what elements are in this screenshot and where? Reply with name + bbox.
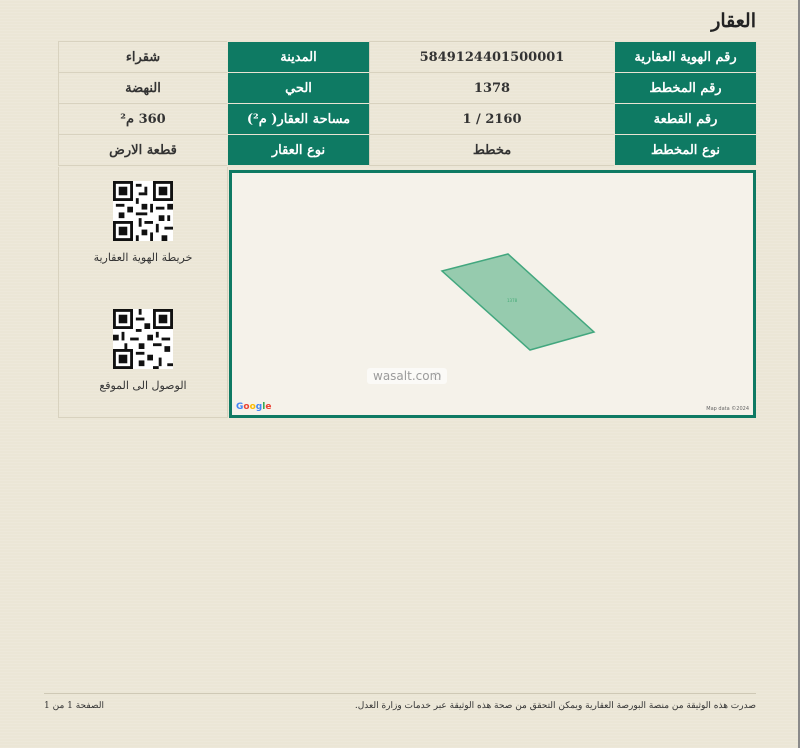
table-row	[59, 42, 757, 73]
value-area: 360 م²	[59, 104, 228, 135]
label-plot-number: رقم القطعة	[615, 104, 757, 135]
table-row	[59, 104, 757, 135]
value-property-type: قطعة الارض	[59, 135, 228, 166]
qr-code-map-icon[interactable]	[113, 181, 173, 241]
qr-code-location-icon[interactable]	[113, 309, 173, 369]
map-canvas	[232, 173, 753, 415]
qr-block-location	[59, 309, 227, 392]
value-property-id: 5849124401500001	[370, 42, 615, 73]
map-data-attribution: Map data ©2024	[706, 406, 749, 412]
value-plan-type: مخطط	[370, 135, 615, 166]
table-row	[59, 73, 757, 104]
value-plan-number: 1378	[370, 73, 615, 104]
watermark: wasalt.com	[367, 368, 447, 384]
label-plan-number: رقم المخطط	[615, 73, 757, 104]
label-city: المدينة	[228, 42, 370, 73]
plot-label: 1378	[507, 298, 518, 303]
label-plan-type: نوع المخطط	[615, 135, 757, 166]
label-property-id: رقم الهوية العقارية	[615, 42, 757, 73]
value-plot-number: 2160 / 1	[370, 104, 615, 135]
property-map[interactable]	[229, 170, 756, 418]
qr-label-map: خريطة الهوية العقارية	[93, 251, 193, 264]
footer-divider	[44, 693, 756, 694]
value-district: النهضة	[59, 73, 228, 104]
qr-block-map	[59, 181, 227, 264]
value-city: شقراء	[59, 42, 228, 73]
qr-panel	[58, 167, 228, 418]
label-property-type: نوع العقار	[228, 135, 370, 166]
google-logo: Google	[236, 402, 272, 412]
property-info-table	[58, 41, 757, 166]
label-district: الحي	[228, 73, 370, 104]
qr-label-location: الوصول الى الموقع	[99, 379, 187, 392]
label-area: مساحة العقار( م²)	[228, 104, 370, 135]
section-title: العقار	[711, 10, 756, 32]
table-row	[59, 135, 757, 166]
footer-notice: صدرت هذه الوثيقة من منصة البورصة العقارية ويمكن التحقق من صحة هذه الوثيقة عبر خدمات وزارة العدل.	[354, 701, 756, 711]
page-number: الصفحة 1 من 1	[44, 701, 104, 711]
